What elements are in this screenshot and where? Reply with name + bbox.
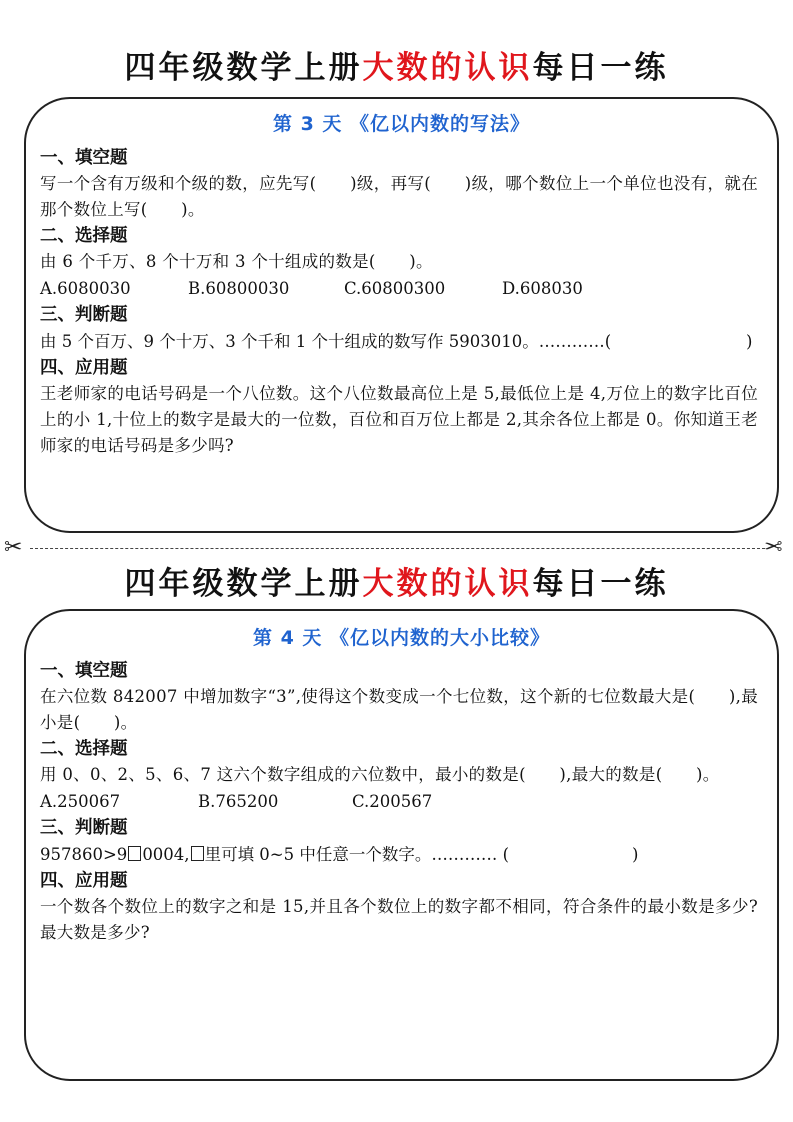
option-b: B.765200 [198, 792, 279, 811]
scissors-icon: ✂ [764, 535, 783, 560]
worksheet-content-day4 [40, 658, 758, 946]
option-b: B.60800030 [188, 279, 290, 298]
worksheet-content-day3 [40, 145, 758, 459]
section-choice-heading: 二、选择题 [40, 226, 128, 246]
judge-statement-part2: 0004, [142, 845, 190, 864]
title-prefix: 四年级数学上册 [124, 566, 363, 602]
blank-box-icon [191, 846, 204, 861]
choice-options [40, 275, 758, 302]
blank-box-icon [128, 846, 141, 861]
section-judge-heading: 三、判断题 [40, 305, 128, 325]
day-heading: 第 4 天 《亿以内数的大小比较》 [252, 627, 551, 649]
title-highlight: 大数的认识 [362, 566, 533, 602]
title-suffix: 每日一练 [532, 566, 669, 602]
judge-question [40, 328, 758, 355]
judge-question [40, 841, 758, 868]
choice-question: 由 6 个千万、8 个十万和 3 个十组成的数是( )。 [40, 252, 433, 271]
section-fill-blank-heading: 一、填空题 [40, 148, 128, 168]
application-question: 一个数各个数位上的数字之和是 15,并且各个数位上的数字都不相同，符合条件的最小数是多少?最大数是多少? [40, 897, 758, 942]
choice-options [40, 788, 758, 815]
cut-line [30, 548, 765, 549]
sheet1-title [0, 48, 793, 88]
section-application-heading: 四、应用题 [40, 358, 128, 378]
option-c: C.60800300 [344, 279, 446, 298]
judge-close-paren: ) [746, 332, 753, 351]
judge-statement: 由 5 个百万、9 个十万、3 个千和 1 个十组成的数写作 5903010。…………( [40, 332, 612, 351]
option-c: C.200567 [352, 792, 433, 811]
option-a: A.6080030 [40, 279, 131, 298]
section-application-heading: 四、应用题 [40, 871, 128, 891]
sheet2-title [0, 564, 793, 604]
title-highlight: 大数的认识 [362, 50, 533, 86]
application-question: 王老师家的电话号码是一个八位数。这个八位数最高位上是 5,最低位上是 4,万位上的数字比百位上的小 1,十位上的数字是最大的一位数，百位和百万位上都是 2,其余各位上都是 0。你知道王老师家的电话号码是多少吗? [40, 384, 758, 455]
choice-question: 用 0、0、2、5、6、7 这六个数字组成的六位数中，最小的数是( ),最大的数是( )。 [40, 765, 720, 784]
scissors-icon: ✂ [4, 535, 23, 560]
section-choice-heading: 二、选择题 [40, 739, 128, 759]
title-prefix: 四年级数学上册 [124, 50, 363, 86]
fill-blank-question: 在六位数 842007 中增加数字“3”,使得这个数变成一个七位数，这个新的七位数最大是( ),最小是( )。 [40, 687, 758, 732]
judge-close-paren: ) [632, 845, 639, 864]
section-judge-heading: 三、判断题 [40, 818, 128, 838]
option-d: D.608030 [502, 279, 583, 298]
judge-statement-part1: 957860>9 [40, 845, 128, 864]
fill-blank-question: 写一个含有万级和个级的数，应先写( )级，再写( )级，哪个数位上一个单位也没有，就在那个数位上写( )。 [40, 174, 758, 219]
option-a: A.250067 [40, 792, 121, 811]
day-heading: 第 3 天 《亿以内数的写法》 [272, 113, 531, 135]
judge-statement-part3: 里可填 0~5 中任意一个数字。………… ( [204, 845, 510, 864]
title-suffix: 每日一练 [532, 50, 669, 86]
section-fill-blank-heading: 一、填空题 [40, 661, 128, 681]
